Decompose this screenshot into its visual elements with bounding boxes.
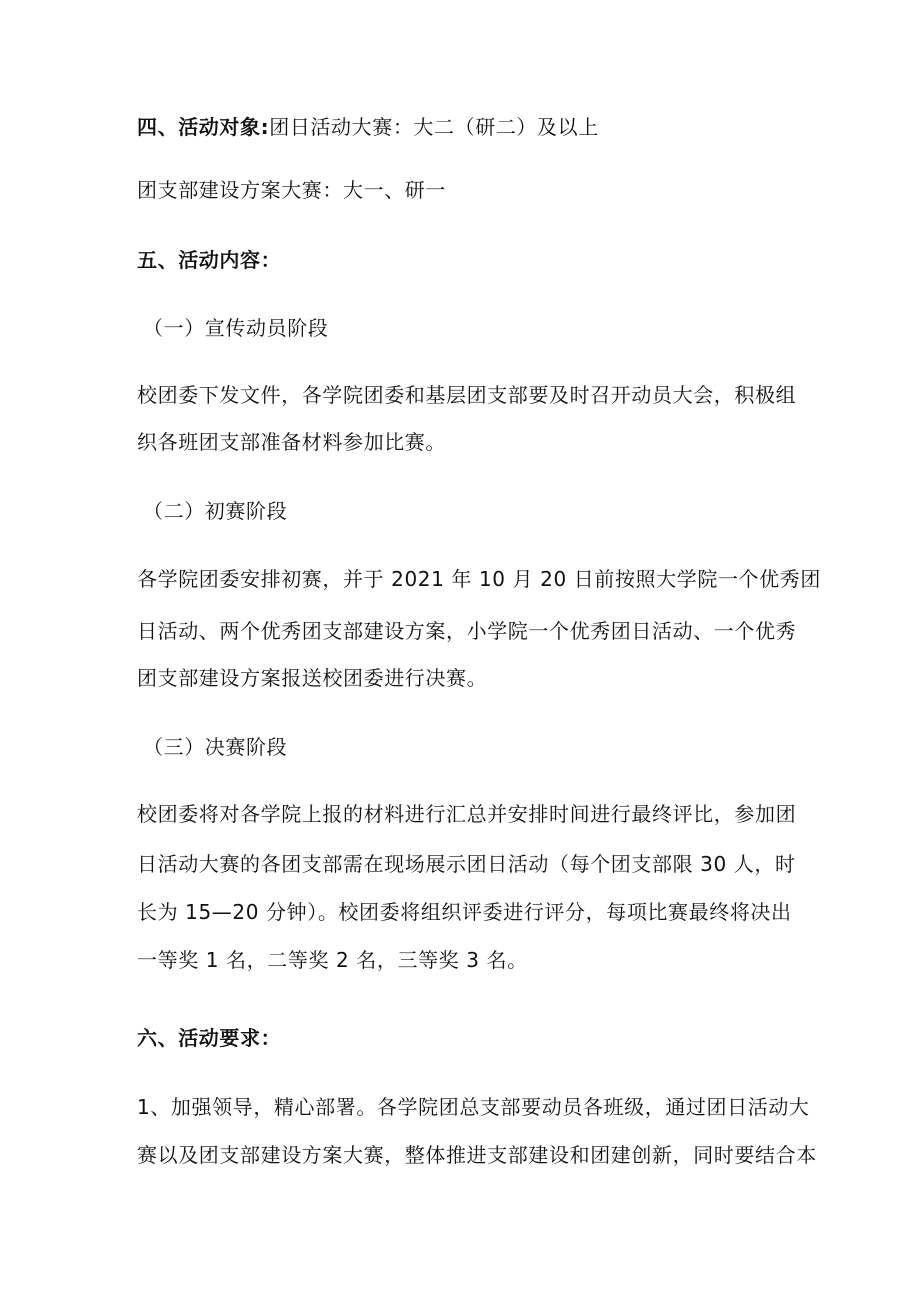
subsection-2-para-line-3: 团支部建设方案报送校团委进行决赛。 [137, 666, 488, 690]
section-4-colon: : [260, 115, 270, 139]
subsection-3-para-line-1: 校团委将对各学院上报的材料进行汇总并安排时间进行最终评比，参加团 [137, 802, 797, 826]
subsection-3-title: （三）决赛阶段 [143, 735, 288, 759]
section-4-line [137, 113, 599, 141]
subsection-2-para-line-1: 各学院团委安排初赛，并于 2021 年 10 月 20 日前按照大学院一个优秀团 [137, 567, 821, 591]
section-4-target-contest: 团日活动大赛：大二（研二）及以上 [269, 115, 599, 139]
section-6-para-line-2: 赛以及团支部建设方案大赛，整体推进支部建设和团建创新，同时要结合本 [137, 1143, 817, 1167]
subsection-3-para-line-3: 长为 15—20 分钟）。校团委将组织评委进行评分，每项比赛最终将决出 [137, 900, 792, 924]
subsection-2-para-line-2: 日活动、两个优秀团支部建设方案，小学院一个优秀团日活动、一个优秀 [137, 619, 797, 643]
section-4-target-plan: 团支部建设方案大赛：大一、研一 [137, 178, 446, 202]
subsection-3-para-line-2: 日活动大赛的各团支部需在现场展示团日活动（每个团支部限 30 人，时 [137, 852, 796, 876]
section-6-heading: 六、活动要求： [137, 1026, 282, 1050]
section-5-heading: 五、活动内容： [137, 248, 282, 272]
section-6-para-line-1: 1、加强领导，精心部署。各学院团总支部要动员各班级，通过团日活动大 [137, 1095, 810, 1119]
subsection-1-title: （一）宣传动员阶段 [143, 316, 329, 340]
subsection-1-para-line-2: 织各班团支部准备材料参加比赛。 [137, 430, 446, 454]
subsection-3-para-line-4: 一等奖 1 名，二等奖 2 名，三等奖 3 名。 [137, 948, 528, 972]
subsection-1-para-line-1: 校团委下发文件，各学院团委和基层团支部要及时召开动员大会，积极组 [137, 383, 797, 407]
subsection-2-title: （二）初赛阶段 [143, 499, 288, 523]
section-4-heading: 四、活动对象 [137, 115, 261, 139]
